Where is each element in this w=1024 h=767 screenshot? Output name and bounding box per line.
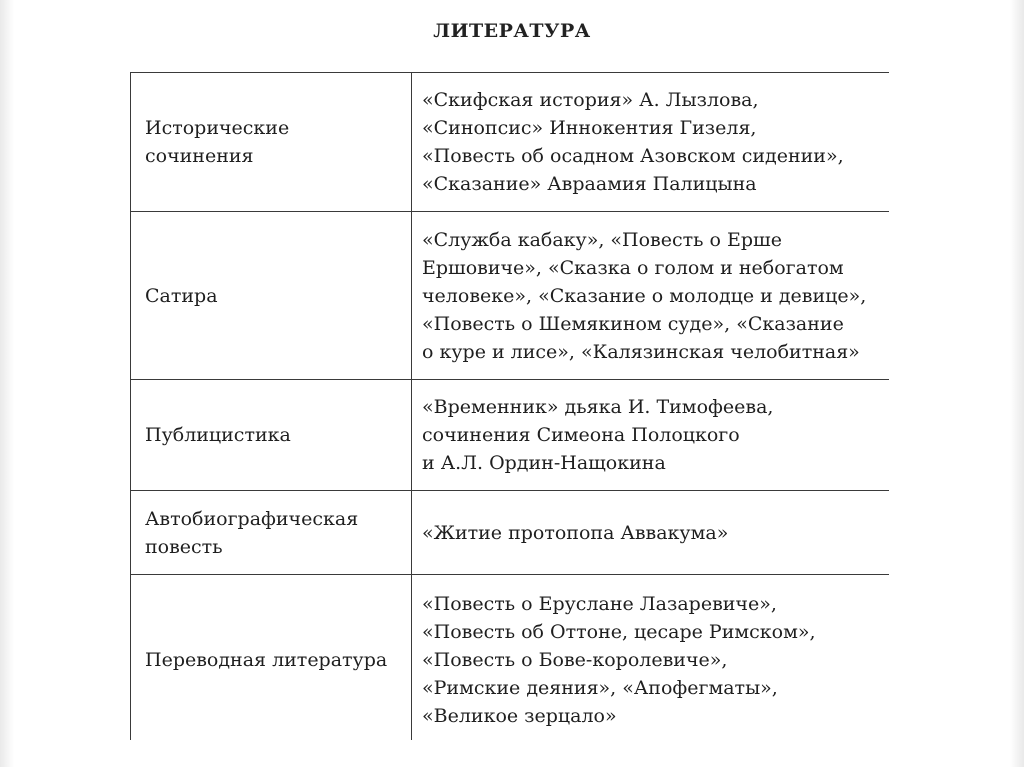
work-line: «Синопсис» Иннокентия Гизеля, [422, 117, 757, 139]
work-line: «Скифская история» А. Лызлова, [422, 89, 759, 111]
work-line: «Сказание» Авраамия Палицына [422, 173, 757, 195]
work-line: Ершовиче», «Сказка о голом и небогатом [422, 256, 844, 279]
left-page-shadow [0, 0, 14, 767]
genre-label-line: Публицистика [145, 424, 291, 446]
work-line: «Житие протопопа Аввакума» [422, 521, 729, 544]
work-line: о куре и лисе», «Калязинская челобитная» [422, 340, 860, 363]
work-line: человеке», «Сказание о молодце и девице», [422, 284, 867, 307]
works-cell [412, 212, 890, 380]
genre-label-line: повесть [145, 535, 223, 558]
work-line: «Повесть о Бове-королевиче», [422, 649, 728, 671]
work-line: «Повесть о Шемякином суде», «Сказание [422, 312, 844, 335]
table-row [131, 491, 890, 575]
table-row [131, 575, 890, 741]
work-line: «Великое зерцало» [422, 705, 617, 727]
table-row [131, 212, 890, 380]
works-cell [412, 491, 890, 575]
work-line: «Римские деяния», «Апофегматы», [422, 677, 778, 699]
genre-cell [131, 380, 412, 491]
genre-cell [131, 212, 412, 380]
genre-cell [131, 73, 412, 212]
genre-label-line: Автобиографическая [145, 507, 359, 530]
literature-table [130, 72, 889, 740]
genre-label-line: Сатира [145, 284, 218, 307]
works-cell [412, 575, 890, 741]
work-line: «Служба кабаку», «Повесть о Ерше [422, 228, 782, 251]
genre-label-line: сочинения [145, 145, 254, 167]
table-row [131, 380, 890, 491]
genre-label-line: Исторические [145, 117, 290, 139]
genre-cell [131, 575, 412, 741]
literature-table-container [130, 72, 889, 740]
works-cell [412, 380, 890, 491]
work-line: сочинения Симеона Полоцкого [422, 424, 740, 446]
work-line: «Временник» дьяка И. Тимофеева, [422, 396, 774, 418]
genre-label-line: Переводная литература [145, 649, 388, 671]
work-line: и А.Л. Ордин-Нащокина [422, 452, 666, 474]
page-title: ЛИТЕРАТУРА [433, 20, 591, 42]
table-row [131, 73, 890, 212]
work-line: «Повесть о Еруслане Лазаревиче», [422, 593, 777, 615]
works-cell [412, 73, 890, 212]
work-line: «Повесть об Оттоне, цесаре Римском», [422, 621, 816, 643]
right-page-shadow [1010, 0, 1024, 767]
genre-cell [131, 491, 412, 575]
work-line: «Повесть об осадном Азовском сидении», [422, 145, 844, 167]
